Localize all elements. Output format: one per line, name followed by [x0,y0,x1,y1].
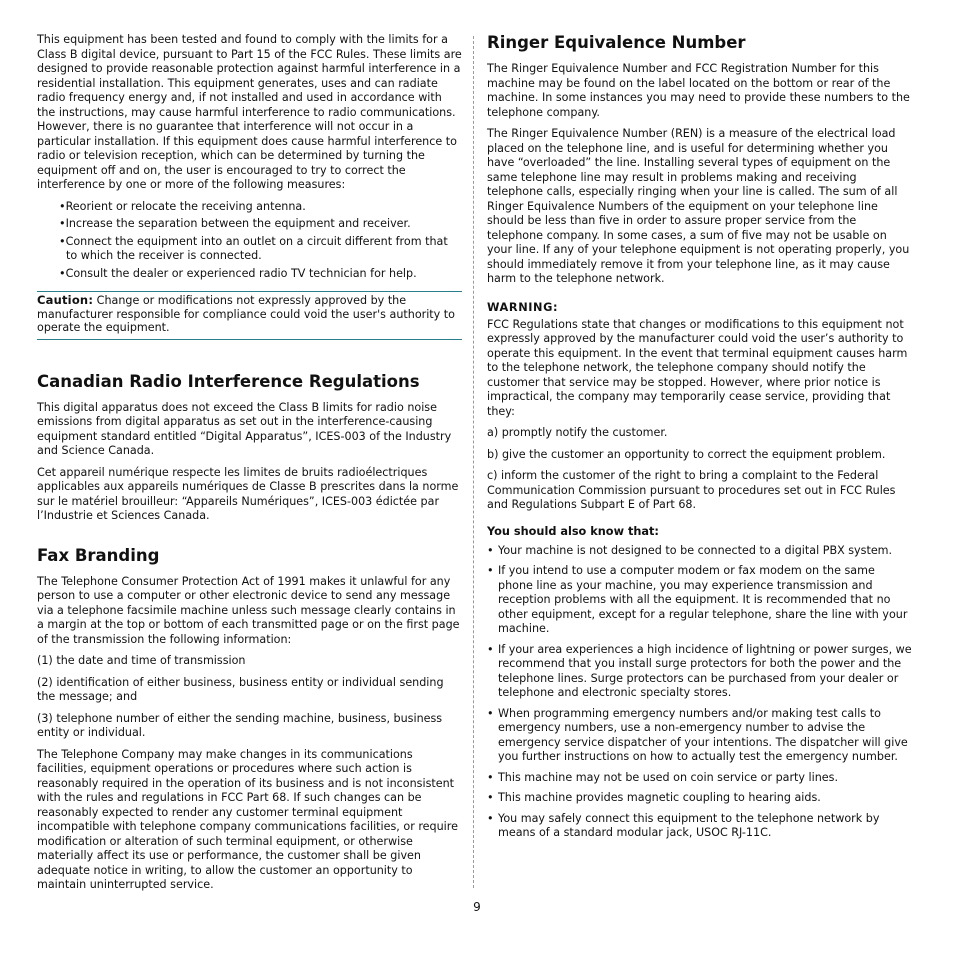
bullet-icon: • [487,791,494,804]
canadian-heading: Canadian Radio Interference Regulations [37,371,420,391]
warning-title: WARNING: [487,300,559,314]
canadian-paragraph-en: This digital apparatus does not exceed the Class B limits for radio noise emissions from digital apparatus as set out in the interference-causing equipment standard entitled “Digital Apparatus”, ICES-003 of the Industry and Science Canada. [37,400,452,457]
fax-item-2: (2) identification of either business, business entity or individual sending the message; and [37,675,444,703]
list-item: •Consult the dealer or experienced radio TV technician for help. [59,266,417,280]
list-item: • You may safely connect this equipment to the telephone network by means of a standard modular jack, USOC RJ-11C. [487,811,880,839]
ren-heading: Ringer Equivalence Number [487,33,746,52]
warning-item-a: a) promptly notify the customer. [487,426,668,439]
bullet-icon: • [487,811,494,825]
caution-paragraph [37,294,462,335]
page-number: 9 [473,900,481,914]
right-column [487,33,912,847]
fax-paragraph-2: The Telephone Company may make changes in its communications facilities, equipment operations or procedures where such action is reasonably required in the operation of its business and is not inconsistent with the rules and regulations in FCC Part 68. If such changes can be reasonably expected to render any customer terminal equipment incompatible with telephone company communications facilities, or require modification or alteration of such terminal equipment, or otherwise materially affect its use or performance, the customer shall be given adequate notice in writing, to allow the customer an opportunity to maintain uninterrupted service. [37,747,458,891]
column-divider [473,36,474,888]
bullet-icon: • [487,642,494,656]
bullet-icon: • [487,706,494,720]
know-title: You should also know that: [487,524,659,538]
warning-item-b: b) give the customer an opportunity to correct the equipment problem. [487,447,886,461]
bullet-icon: • [487,543,494,557]
caution-box [37,291,462,340]
list-item: • This machine may not be used on coin service or party lines. [487,770,838,784]
fax-paragraph-1: The Telephone Consumer Protection Act of 1991 makes it unlawful for any person to use a computer or other electronic device to send any message via a telephone facsimile machine unless such message clearly contains in a margin at the top or bottom of each transmitted page or on the first page of the transmission the following information: [37,574,460,646]
interference-measures-list [37,200,462,282]
fax-item-1: (1) the date and time of transmission [37,654,246,667]
canadian-paragraph-fr: Cet appareil numérique respecte les limites de bruits radioélectriques applicables aux appareils numériques de Classe B prescrites dans la norme sur le matériel brouilleur: “Appareils Numériques”, ICES-003 édictée par l’Industrie et Sciences Canada. [37,465,459,522]
left-column [37,33,462,900]
warning-item-c: c) inform the customer of the right to bring a complaint to the Federal Communication Commission pursuant to procedures set out in FCC Rules and Regulations Subpart E of Part 68. [487,469,896,511]
caution-label: Caution: [37,293,94,307]
ren-paragraph-2: The Ringer Equivalence Number (REN) is a measure of the electrical load placed on the telephone line, and is useful for determining whether you have “overloaded” the line. Installing several types of equipment on the same telephone line may result in problems making and receiving telephone calls, especially ringing when your line is called. The sum of all Ringer Equivalence Numbers of the equipment on your telephone line should be less than five in order to assure proper service from the telephone company. In some cases, a sum of five may not be usable on your line. If any of your telephone equipment is not operating properly, you should immediately remove it from your telephone line, as it may cause harm to the telephone network. [487,127,910,285]
list-item: • Your machine is not designed to be connected to a digital PBX system. [487,543,893,557]
list-item: • When programming emergency numbers and/or making test calls to emergency numbers, use a non-emergency number to advise the emergency service dispatcher of your intentions. The dispatcher will give you further instructions on how to actually test the emergency number. [487,706,908,763]
list-item: •Connect the equipment into an outlet on a circuit different from that to which the receiver is connected. [59,234,448,262]
list-item: •Increase the separation between the equipment and receiver. [59,217,411,230]
bullet-icon: • [487,564,494,577]
list-item: • This machine provides magnetic coupling to hearing aids. [487,791,821,804]
know-list [487,544,912,841]
ren-paragraph-1: The Ringer Equivalence Number and FCC Registration Number for this machine may be found on the label located on the bottom or rear of the machine. In some instances you may need to provide these numbers to the telephone company. [487,62,910,119]
bullet-icon: • [487,770,494,784]
list-item: •Reorient or relocate the receiving antenna. [59,199,306,213]
list-item: • If your area experiences a high incidence of lightning or power surges, we recommend that you install surge protectors for both the power and the telephone lines. Surge protectors can be purchased from your dealer or telephone and electronic specialty stores. [487,642,912,699]
list-item: • If you intend to use a computer modem or fax modem on the same phone line as your machine, you may experience transmission and reception problems with all the equipment. It is recommended that no other equipment, except for a regular telephone, share the line with your machine. [487,564,908,635]
fax-item-3: (3) telephone number of either the sending machine, business, business entity or individual. [37,711,443,739]
warning-paragraph: FCC Regulations state that changes or modifications to this equipment not expressly approved by the manufacturer could void the user’s authority to operate this equipment. In the event that terminal equipment causes harm to the telephone network, the telephone company should notify the customer that service may be stopped. However, where prior notice is impractical, the company may temporarily cease service, providing that they: [487,317,908,418]
fcc-intro-paragraph: This equipment has been tested and found to comply with the limits for a Class B digital device, pursuant to Part 15 of the FCC Rules. These limits are designed to provide reasonable protection against harmful interference in a residential installation. This equipment generates, uses and can radiate radio frequency energy and, if not installed and used in accordance with the instructions, may cause harmful interference to radio communications. However, there is no guarantee that interference will not occur in a particular installation. If this equipment does cause harmful interference to radio or television reception, which can be determined by turning the equipment off and on, the user is encouraged to try to correct the interference by one or more of the following measures: [37,33,462,191]
caution-text: Change or modifications not expressly approved by the manufacturer responsible for compliance could void the user's authority to operate the equipment. [37,294,455,334]
fax-branding-heading: Fax Branding [37,545,160,565]
